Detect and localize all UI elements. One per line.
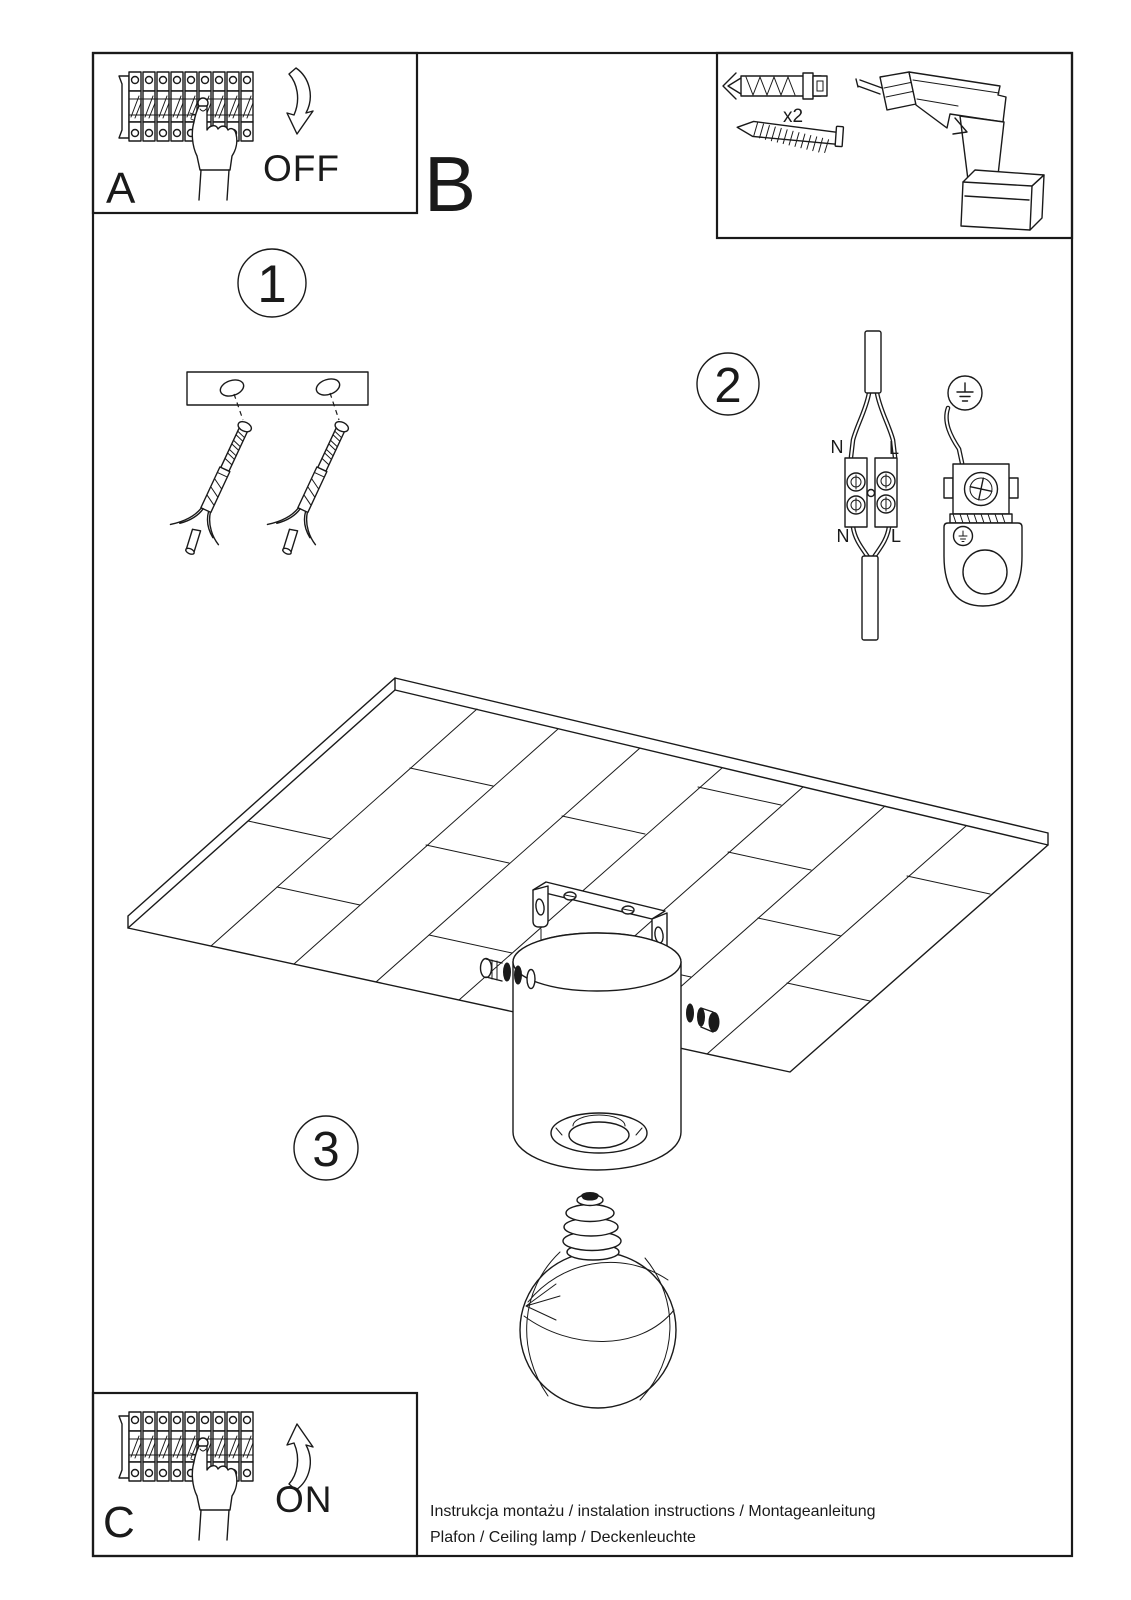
panel-c-label: C <box>103 1498 135 1547</box>
footer-title-line2: Plafon / Ceiling lamp / Deckenleuchte <box>430 1529 696 1546</box>
bulb-icon <box>520 1192 676 1408</box>
n-bottom-label: N <box>836 526 850 546</box>
n-top-label: N <box>830 437 844 457</box>
step1-number: 1 <box>257 255 287 314</box>
step2-number: 2 <box>714 359 742 413</box>
ground-clamp-icon <box>944 408 1022 606</box>
l-bottom-label: L <box>890 526 902 546</box>
breaker-on-illustration <box>119 1412 313 1540</box>
terminal-block-icon <box>845 331 900 640</box>
on-label: ON <box>275 1479 333 1520</box>
curved-arrow-down-icon <box>287 68 313 134</box>
anchor-count-label: x2 <box>783 106 804 127</box>
mounting-strip-icon <box>187 372 368 405</box>
tools-illustration <box>723 72 1044 230</box>
screw-anchor-icon <box>163 412 271 564</box>
section-b-label: B <box>424 140 477 228</box>
wall-anchor-icon <box>723 73 827 99</box>
panel-a-label: A <box>106 164 136 213</box>
breaker-panel-icon <box>119 1412 253 1540</box>
step3-number: 3 <box>312 1123 340 1177</box>
lamp-body-icon <box>513 933 681 1170</box>
step2-illustration <box>697 331 1022 640</box>
drill-icon <box>856 72 1044 230</box>
screw-anchor-icon <box>260 412 368 564</box>
l-top-label: L <box>888 438 900 458</box>
footer-title-line1: Instrukcja montażu / instalation instructions / Montageanleitung <box>430 1503 876 1520</box>
breaker-panel-icon <box>119 72 253 200</box>
off-label: OFF <box>263 148 340 189</box>
earth-symbol-icon <box>948 376 982 410</box>
